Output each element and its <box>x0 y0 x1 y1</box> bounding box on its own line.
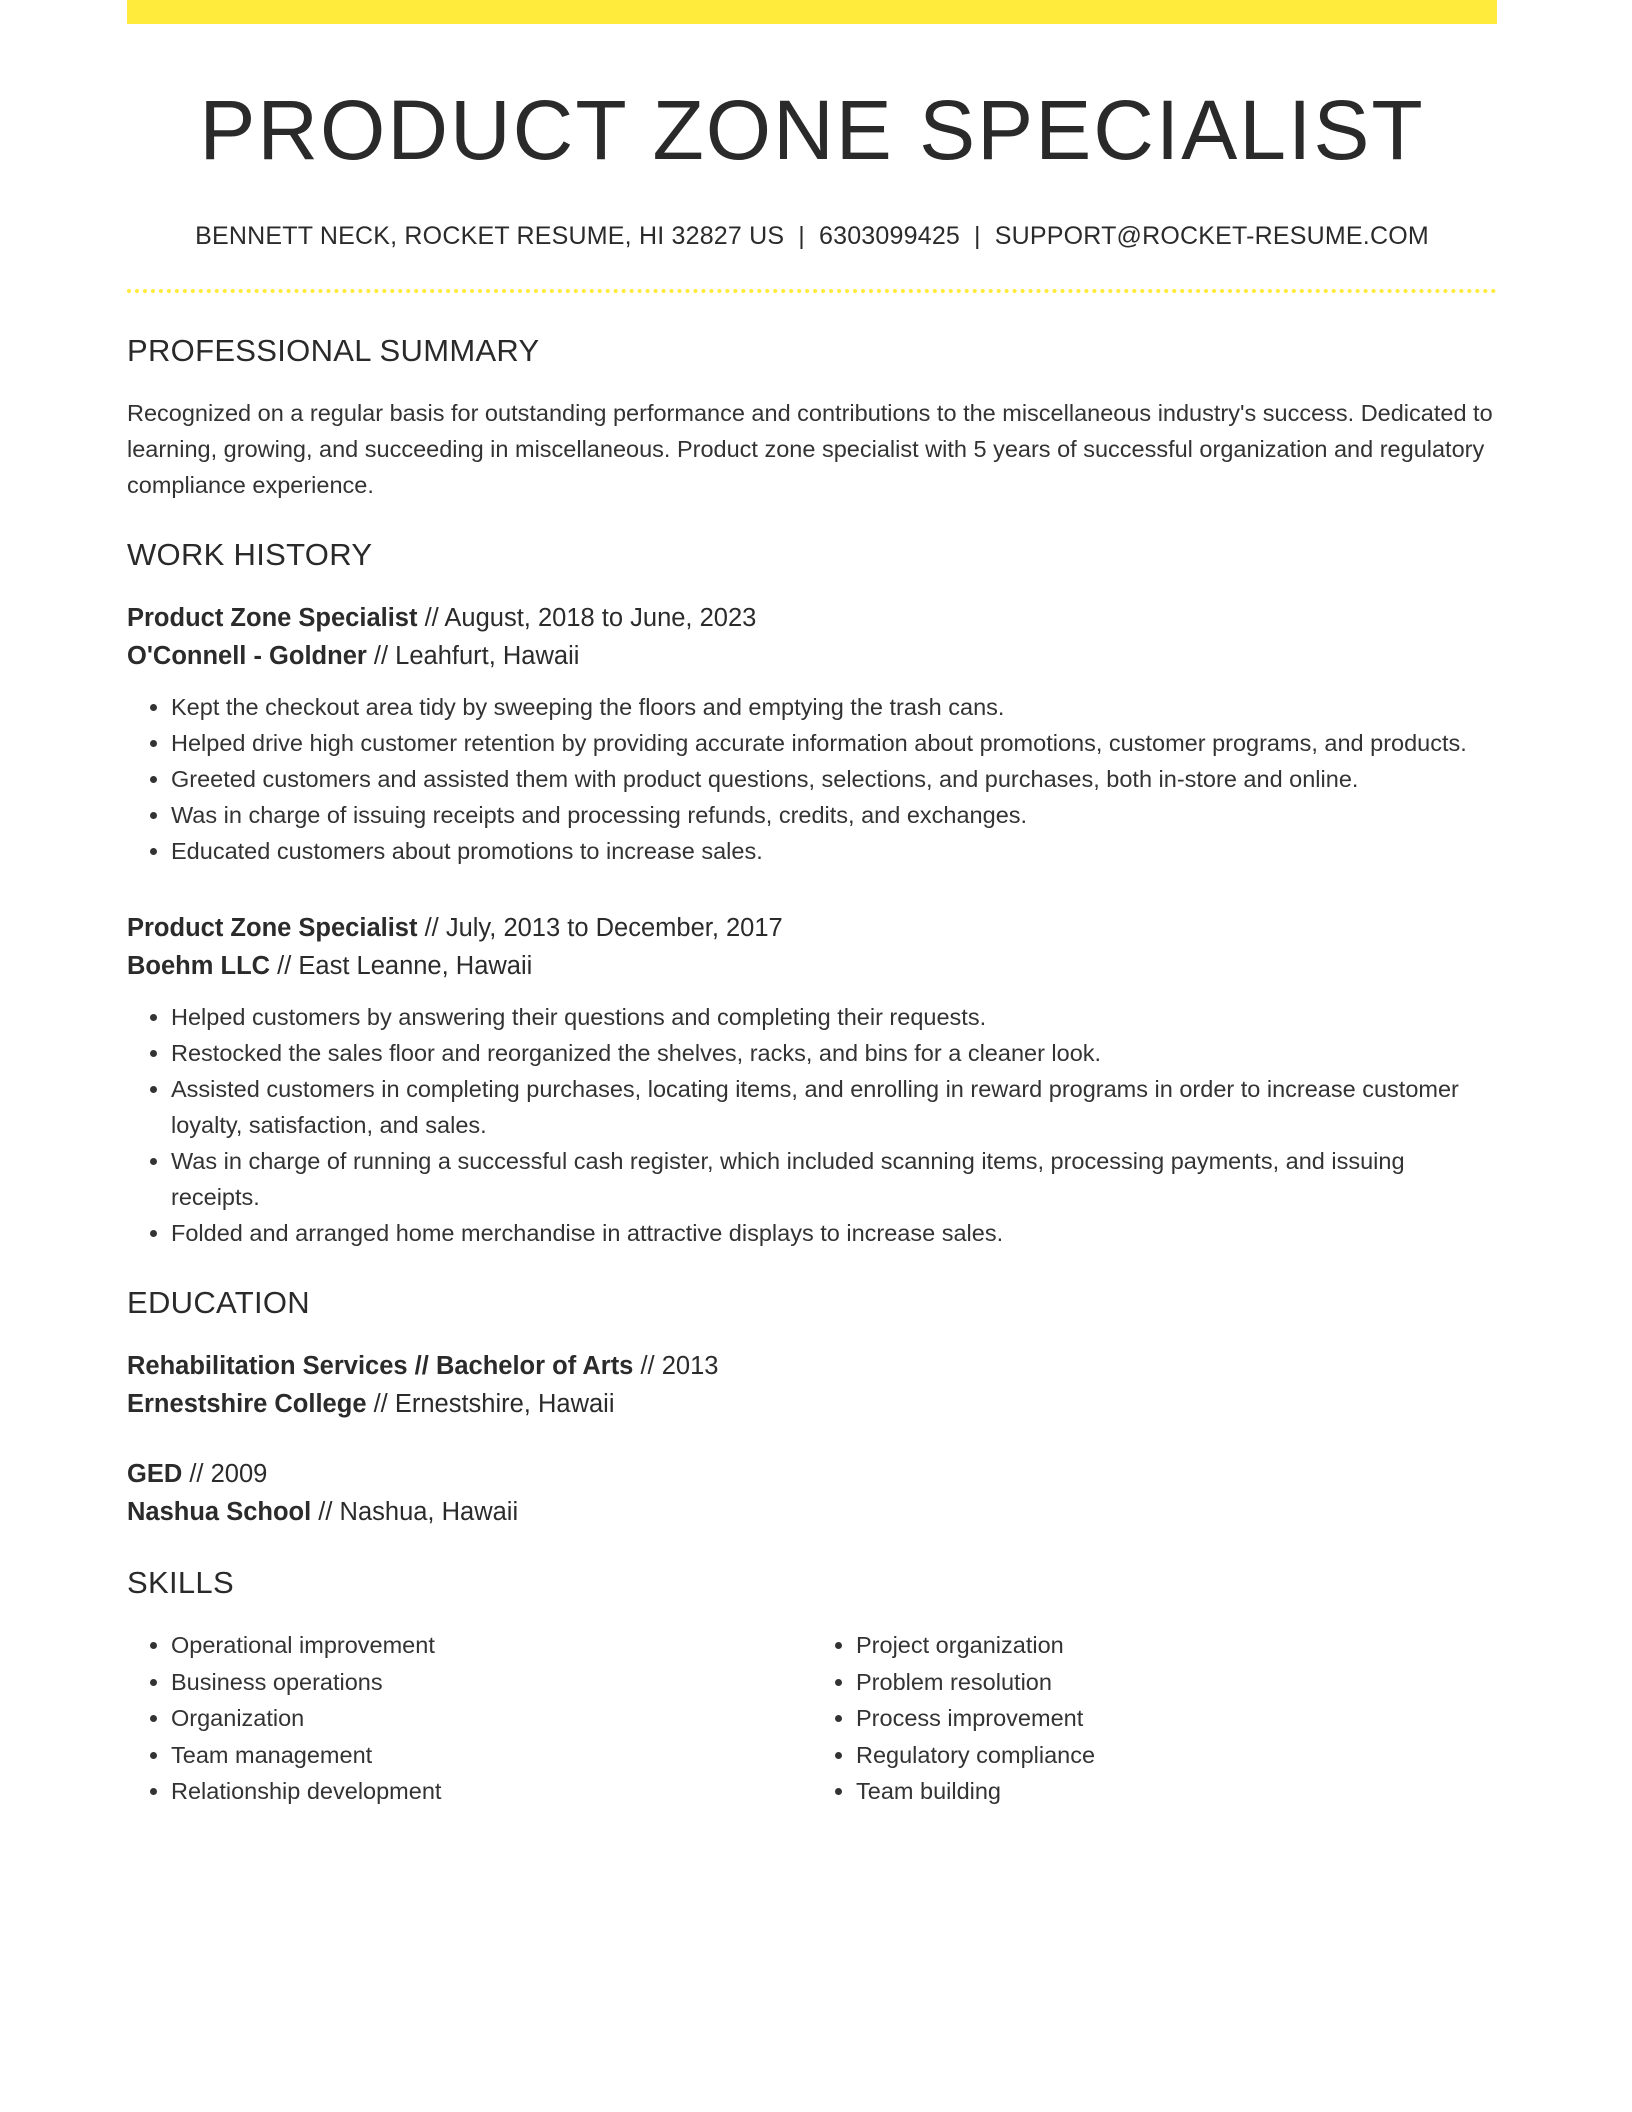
list-item: • Process improvement <box>856 1700 1497 1737</box>
list-item: • Was in charge of running a successful cash register, which included scanning items, processing payments, and issuing receipts. <box>171 1143 1497 1215</box>
contact-address: BENNETT NECK, ROCKET RESUME, HI 32827 US <box>195 222 785 251</box>
job-company-line <box>127 947 1497 985</box>
summary-text: Recognized on a regular basis for outstanding performance and contributions to the miscellaneous industry's success. Dedicated to learning, growing, and succeeding in miscellaneous. Product zone specialist with 5 years of successful organization and regulatory compliance experience. <box>127 400 1493 499</box>
contact-phone: 6303099425 <box>819 222 961 251</box>
education-degree: Rehabilitation Services // Bachelor of Arts <box>127 1352 634 1381</box>
list-item: • Greeted customers and assisted them with product questions, selections, and purchases, both in-store and online. <box>171 761 1497 797</box>
education-location: // Ernestshire, Hawaii <box>366 1390 615 1419</box>
dotted-divider <box>127 289 1497 293</box>
education-school-line <box>127 1385 1497 1423</box>
list-item: • Assisted customers in completing purchases, locating items, and enrolling in reward programs in order to increase customer loyalty, satisfaction, and sales. <box>171 1071 1497 1143</box>
job-role-line <box>127 599 1497 637</box>
education-entry <box>127 1455 1497 1531</box>
education-degree-line <box>127 1455 1497 1493</box>
job-company: Boehm LLC <box>127 952 271 981</box>
job-entry <box>127 599 1497 869</box>
list-item: • Helped customers by answering their questions and completing their requests. <box>171 999 1497 1035</box>
list-item: • Was in charge of issuing receipts and processing refunds, credits, and exchanges. <box>171 797 1497 833</box>
job-role-line <box>127 909 1497 947</box>
section-title-education: EDUCATION <box>127 1285 310 1321</box>
job-company: O'Connell - Goldner <box>127 642 367 671</box>
education-year: // 2009 <box>182 1460 268 1489</box>
job-entry <box>127 909 1497 1251</box>
list-item: • Organization <box>171 1700 812 1737</box>
job-role: Product Zone Specialist <box>127 604 418 633</box>
section-title-work-history: WORK HISTORY <box>127 537 373 573</box>
job-dates: // August, 2018 to June, 2023 <box>417 604 757 633</box>
education-school: Ernestshire College <box>127 1390 367 1419</box>
education-school-line <box>127 1493 1497 1531</box>
job-dates: // July, 2013 to December, 2017 <box>417 914 783 943</box>
list-item: • Educated customers about promotions to increase sales. <box>171 833 1497 869</box>
section-title-summary: PROFESSIONAL SUMMARY <box>127 333 540 369</box>
job-company-line <box>127 637 1497 675</box>
job-role: Product Zone Specialist <box>127 914 418 943</box>
accent-top-bar <box>127 0 1497 24</box>
section-title-skills: SKILLS <box>127 1565 234 1601</box>
skills-column-left <box>127 1627 812 1810</box>
contact-separator: | <box>798 222 805 251</box>
resume-page <box>127 0 1497 1810</box>
list-item: • Kept the checkout area tidy by sweeping the floors and emptying the trash cans. <box>171 689 1497 725</box>
list-item: • Relationship development <box>171 1773 812 1810</box>
contact-line <box>127 222 1497 251</box>
list-item: • Restocked the sales floor and reorganized the shelves, racks, and bins for a cleaner look. <box>171 1035 1497 1071</box>
skills-column-right <box>812 1627 1497 1810</box>
education-year: // 2013 <box>633 1352 719 1381</box>
list-item: • Business operations <box>171 1664 812 1701</box>
skills-grid <box>127 1627 1497 1810</box>
contact-separator: | <box>974 222 981 251</box>
education-entry <box>127 1347 1497 1423</box>
education-degree: GED <box>127 1460 183 1489</box>
job-bullets <box>127 999 1497 1251</box>
list-item: • Helped drive high customer retention by providing accurate information about promotions, customer programs, and products. <box>171 725 1497 761</box>
job-location: // East Leanne, Hawaii <box>270 952 533 981</box>
list-item: • Operational improvement <box>171 1627 812 1664</box>
list-item: • Project organization <box>856 1627 1497 1664</box>
education-location: // Nashua, Hawaii <box>311 1498 519 1527</box>
job-bullets <box>127 689 1497 869</box>
list-item: • Team management <box>171 1737 812 1774</box>
job-location: // Leahfurt, Hawaii <box>366 642 580 671</box>
list-item: • Folded and arranged home merchandise in attractive displays to increase sales. <box>171 1215 1497 1251</box>
resume-title: PRODUCT ZONE SPECIALIST <box>199 83 1425 177</box>
list-item: • Problem resolution <box>856 1664 1497 1701</box>
education-school: Nashua School <box>127 1498 312 1527</box>
list-item: • Regulatory compliance <box>856 1737 1497 1774</box>
education-degree-line <box>127 1347 1497 1385</box>
list-item: • Team building <box>856 1773 1497 1810</box>
contact-email: SUPPORT@ROCKET-RESUME.COM <box>994 222 1429 251</box>
